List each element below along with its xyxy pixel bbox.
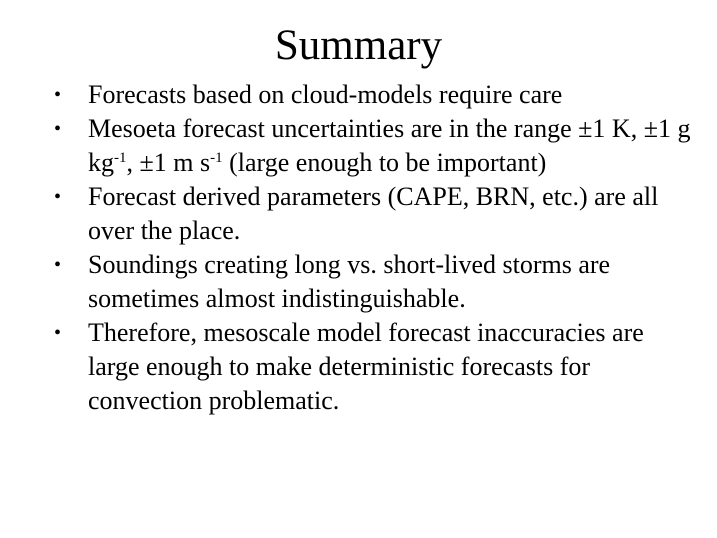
slide-title: Summary bbox=[274, 22, 443, 69]
bullet-text: Therefore, mesoscale model forecast inaccuracies are large enough to make deterministic forecasts for convection problematic. bbox=[88, 318, 644, 415]
bullet-icon: • bbox=[54, 254, 62, 276]
bullet-text-part: , ±1 m s bbox=[126, 148, 211, 177]
bullet-item bbox=[52, 180, 692, 248]
bullet-item bbox=[52, 248, 692, 316]
bullet-text-part: (large enough to be important) bbox=[222, 148, 547, 177]
superscript-exponent: -1 bbox=[114, 150, 127, 166]
bullet-text: Forecasts based on cloud-models require care bbox=[88, 80, 563, 109]
bullet-icon: • bbox=[54, 186, 62, 208]
superscript-exponent: -1 bbox=[210, 150, 223, 166]
bullet-text-part: Mesoeta forecast uncertainties are in the range ±1 K, ±1 g kg bbox=[88, 114, 691, 177]
bullet-text: Forecast derived parameters (CAPE, BRN, etc.) are all over the place. bbox=[88, 182, 659, 245]
bullet-list bbox=[52, 78, 692, 418]
bullet-item bbox=[52, 112, 692, 180]
bullet-text: Soundings creating long vs. short-lived storms are sometimes almost indistinguishable. bbox=[88, 250, 611, 313]
bullet-icon: • bbox=[54, 84, 62, 106]
bullet-item bbox=[52, 316, 692, 418]
bullet-item bbox=[52, 78, 692, 112]
bullet-icon: • bbox=[54, 118, 62, 140]
bullet-text bbox=[88, 114, 690, 177]
bullet-icon: • bbox=[54, 322, 62, 344]
